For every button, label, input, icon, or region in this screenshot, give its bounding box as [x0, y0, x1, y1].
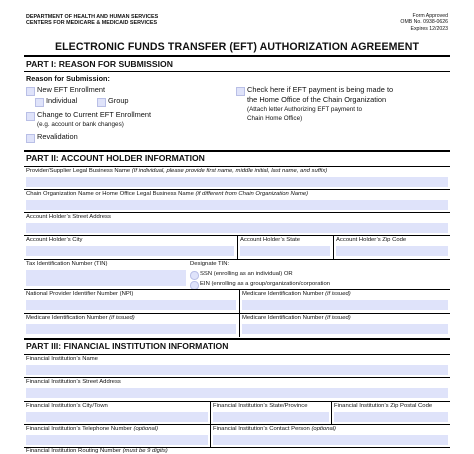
fi-contact-label: Financial Institution’s Contact Person (optional) [213, 426, 337, 432]
divider [333, 235, 334, 259]
fi-routing-label: Financial Institution Routing Number (must be 9 digits) [26, 448, 168, 454]
divider [24, 354, 450, 355]
individual-checkbox[interactable] [35, 98, 44, 107]
medicare-id-field-1[interactable] [242, 300, 448, 310]
fi-city-label: Financial Institution’s City/Town [26, 403, 108, 409]
divider [239, 313, 240, 337]
city-field[interactable] [26, 246, 234, 256]
divider [24, 189, 450, 190]
zip-field[interactable] [336, 246, 448, 256]
omb-block [400, 13, 448, 32]
change-eft-note: (e.g. account or bank changes) [37, 121, 124, 128]
fi-phone-label: Financial Institution’s Telephone Number (optional) [26, 426, 159, 432]
change-eft-checkbox[interactable] [26, 112, 35, 121]
chain-line-3: (Attach letter Authorizing EFT payment to [247, 106, 363, 113]
expiration-date: Expires 12/2023 [410, 25, 448, 32]
chain-line-1: Check here if EFT payment is being made to [247, 85, 394, 94]
divider [210, 401, 211, 424]
legal-name-label: Provider/Supplier Legal Business Name (If individual, please provide first name, middle initial, last name, and suffix) [26, 168, 328, 174]
divider [210, 424, 211, 447]
divider [24, 424, 450, 425]
state-field[interactable] [240, 246, 330, 256]
fi-state-label: Financial Institution’s State/Province [213, 403, 308, 409]
group-checkbox[interactable] [97, 98, 106, 107]
fi-zip-field[interactable] [334, 412, 448, 422]
zip-label: Account Holder’s Zip Code [336, 237, 407, 243]
ssn-radio[interactable] [190, 271, 199, 280]
designate-tin-label: Designate TIN: [190, 261, 230, 267]
medicare-id-field-2[interactable] [26, 324, 236, 334]
individual-label: Individual [46, 96, 78, 105]
divider [24, 401, 450, 402]
chain-name-field[interactable] [26, 200, 448, 210]
fi-zip-label: Financial Institution’s Zip Postal Code [334, 403, 433, 409]
fi-street-field[interactable] [26, 388, 448, 398]
tin-label: Tax Identification Number (TIN) [26, 261, 108, 267]
chain-home-office-checkbox[interactable] [236, 87, 245, 96]
agency-line-2: CENTERS FOR MEDICARE & MEDICAID SERVICES [26, 20, 158, 27]
divider [24, 212, 450, 213]
agency-line-1: DEPARTMENT OF HEALTH AND HUMAN SERVICES [26, 14, 159, 20]
chain-line-2: the Home Office of the Chain Organization [247, 94, 387, 104]
fi-phone-field[interactable] [26, 435, 208, 445]
divider [24, 289, 450, 290]
new-eft-checkbox[interactable] [26, 87, 35, 96]
ein-label: EIN (enrolling as a group/organization/corporation [200, 281, 330, 287]
fi-name-field[interactable] [26, 365, 448, 375]
divider [24, 259, 450, 260]
divider [24, 377, 450, 378]
medicare-id-label-2: Medicare Identification Number (if issued) [26, 315, 135, 321]
form-approved: Form Approved [412, 13, 448, 19]
divider [24, 150, 450, 152]
tin-field[interactable] [26, 270, 186, 286]
medicare-id-label-3: Medicare Identification Number (if issued) [242, 315, 351, 321]
medicare-id-label-1: Medicare Identification Number (if issued) [242, 291, 351, 297]
divider [24, 338, 450, 340]
legal-name-field[interactable] [26, 177, 448, 187]
divider [24, 313, 450, 314]
divider [239, 289, 240, 313]
revalidation-checkbox[interactable] [26, 134, 35, 143]
reason-label: Reason for Submission: [26, 74, 110, 83]
fi-name-label: Financial Institution’s Name [26, 356, 98, 362]
fi-city-field[interactable] [26, 412, 208, 422]
street-label: Account Holder’s Street Address [26, 214, 111, 220]
change-eft-label: Change to Current EFT Enrollment [37, 110, 152, 119]
agency-name [26, 14, 158, 27]
chain-home-office-text [247, 85, 393, 104]
divider [24, 55, 450, 57]
street-field[interactable] [26, 223, 448, 233]
divider [237, 235, 238, 259]
city-label: Account Holder’s City [26, 237, 83, 243]
part1-heading: PART I: REASON FOR SUBMISSION [26, 59, 173, 69]
fi-street-label: Financial Institution’s Street Address [26, 379, 121, 385]
group-label: Group [108, 96, 129, 105]
omb-number: OMB No. 0938-0626 [400, 19, 448, 26]
divider [24, 166, 450, 167]
chain-attach-note [247, 106, 362, 123]
fi-state-field[interactable] [213, 412, 329, 422]
state-label: Account Holder’s State [240, 237, 301, 243]
new-eft-label: New EFT Enrollment [37, 85, 106, 94]
chain-line-4: Chain Home Office) [247, 114, 303, 122]
medicare-id-field-3[interactable] [242, 324, 448, 334]
ssn-label: SSN (enrolling as an individual) OR [200, 271, 293, 277]
chain-name-label: Chain Organization Name or Home Office Legal Business Name (if different from Chain Organization Name) [26, 191, 309, 197]
npi-field[interactable] [26, 300, 236, 310]
part2-heading: PART II: ACCOUNT HOLDER INFORMATION [26, 153, 205, 163]
form-title: ELECTRONIC FUNDS TRANSFER (EFT) AUTHORIZATION AGREEMENT [54, 41, 420, 53]
npi-label: National Provider Identifier Number (NPI) [26, 291, 134, 297]
divider [24, 71, 450, 72]
revalidation-label: Revalidation [37, 132, 78, 141]
divider [331, 401, 332, 424]
part3-heading: PART III: FINANCIAL INSTITUTION INFORMATION [26, 341, 229, 351]
fi-contact-field[interactable] [213, 435, 448, 445]
